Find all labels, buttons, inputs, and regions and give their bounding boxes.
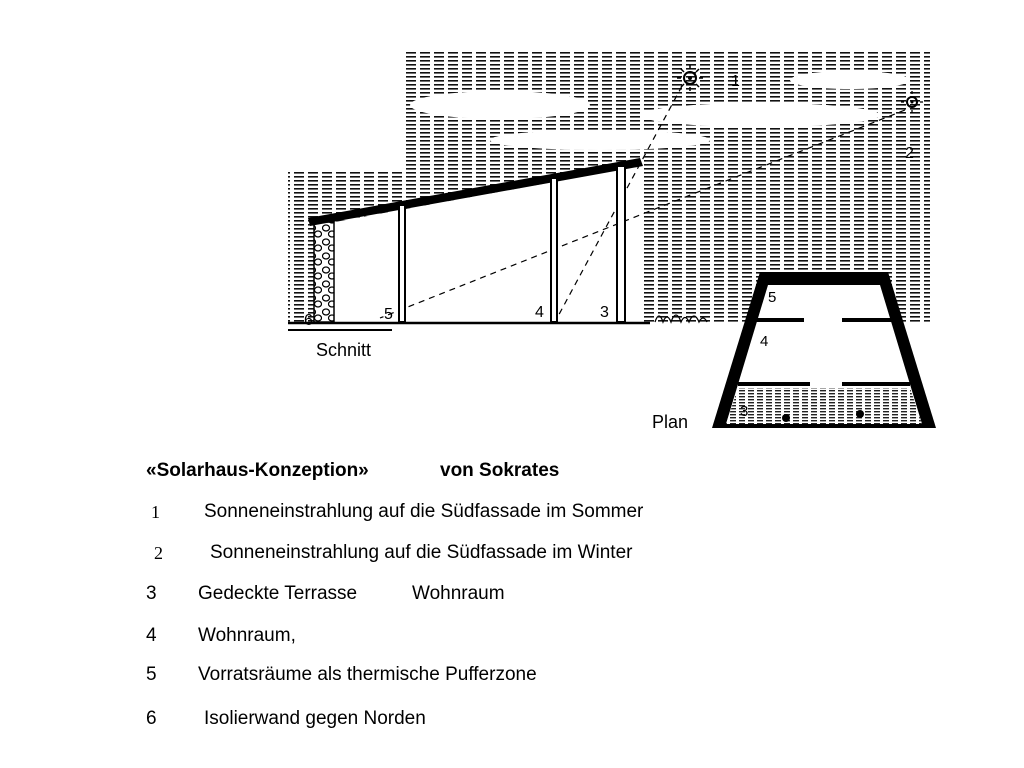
plan-marker-5: 5 bbox=[768, 289, 777, 306]
item-number: 5 bbox=[146, 664, 157, 685]
marker-4: 4 bbox=[535, 304, 544, 321]
item-text: Vorratsräume als thermische Pufferzone bbox=[198, 664, 537, 685]
caption-author: von Sokrates bbox=[440, 460, 560, 481]
item-number: 1 bbox=[151, 502, 160, 522]
plan-marker-4: 4 bbox=[760, 333, 769, 350]
marker-3: 3 bbox=[600, 304, 609, 321]
item-text: Sonneneinstrahlung auf die Südfassade im Sommer bbox=[204, 501, 644, 522]
item-text: Sonneneinstrahlung auf die Südfassade im Winter bbox=[210, 542, 633, 563]
item-text: Gedeckte Terrasse bbox=[198, 583, 358, 604]
marker-2: 2 bbox=[905, 145, 914, 162]
plan-label: Plan bbox=[652, 412, 689, 432]
item-text: Wohnraum, bbox=[198, 625, 296, 646]
section-label: Schnitt bbox=[316, 340, 372, 360]
item-number: 2 bbox=[154, 543, 163, 563]
plan-marker-3: 3 bbox=[740, 403, 749, 420]
item-text: Isolierwand gegen Norden bbox=[204, 708, 426, 729]
item-number: 6 bbox=[146, 708, 157, 729]
marker-5: 5 bbox=[384, 306, 393, 323]
item-number: 3 bbox=[146, 583, 157, 604]
item-extra: Wohnraum bbox=[412, 583, 505, 604]
north-stone-wall bbox=[314, 222, 334, 322]
item-number: 4 bbox=[146, 625, 157, 646]
marker-6: 6 bbox=[304, 312, 313, 329]
caption-title: «Solarhaus-Konzeption» bbox=[146, 460, 369, 481]
marker-1: 1 bbox=[731, 73, 740, 90]
